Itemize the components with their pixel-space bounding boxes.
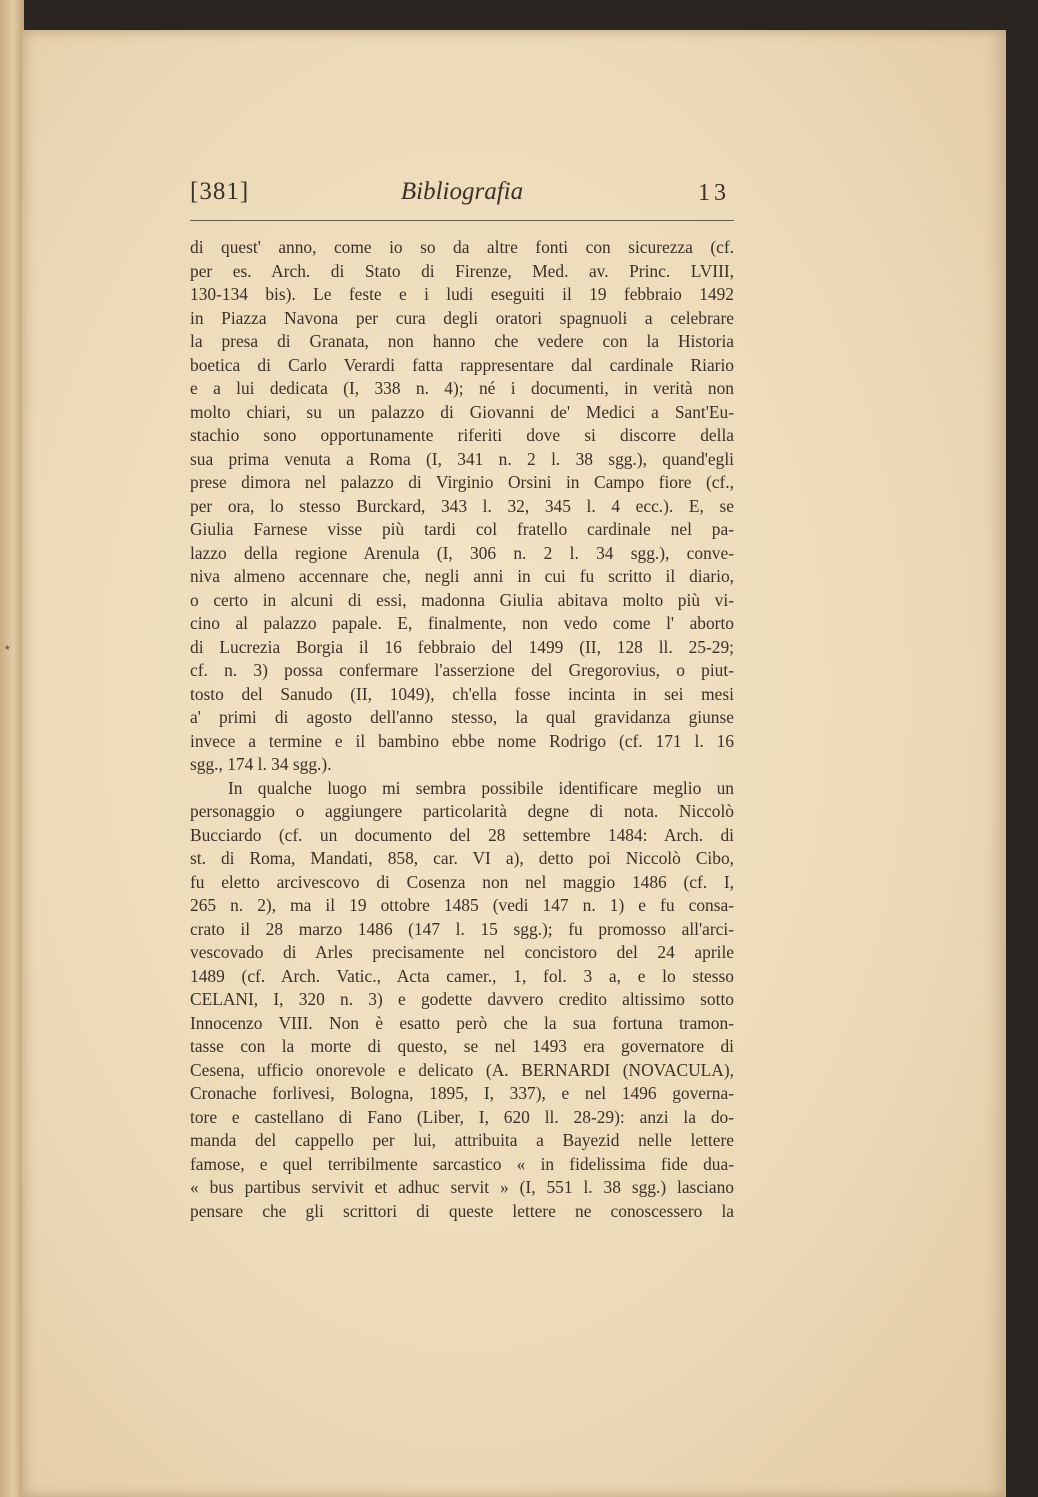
text-line: manda del cappello per lui, attribuita a Bayezid nelle lettere (190, 1130, 734, 1150)
text-line: a' primi di agosto dell'anno stesso, la qual gravidanza giunse (190, 707, 734, 727)
text-line: lazzo della regione Arenula (I, 306 n. 2 l. 34 sgg.), conve- (190, 542, 734, 563)
text-line: in Piazza Navona per cura degli oratori spagnuoli a celebrare (190, 307, 734, 328)
text-line: cino al palazzo papale. E, finalmente, non vedo come l' aborto (190, 613, 734, 633)
text-line: per es. Arch. di Stato di Firenze, Med. av. Princ. LVIII, (190, 260, 734, 281)
text-line: sgg., 174 l. 34 sgg.). (190, 754, 332, 774)
text-line: Bucciardo (cf. un documento del 28 settembre 1484: Arch. di (190, 824, 734, 845)
text-line: In qualche luogo mi sembra possibile identificare meglio un (228, 777, 734, 798)
section-title: Bibliografia (400, 178, 524, 205)
page-reference: [381] (190, 178, 250, 205)
text-line: 265 n. 2), ma il 19 ottobre 1485 (vedi 147 n. 1) e fu consa- (190, 895, 734, 915)
text-line: tasse con la morte di questo, se nel 1493 era governatore di (190, 1036, 734, 1056)
text-line: di quest' anno, come io so da altre fonti con sicurezza (cf. (190, 237, 734, 257)
page-number: 13 (698, 180, 730, 206)
text-line: per ora, lo stesso Burckard, 343 l. 32, 345 l. 4 ecc.). E, se (190, 495, 734, 516)
text-line: stachio sono opportunamente riferiti dove si discorre della (190, 425, 734, 445)
text-line: la presa di Granata, non hanno che vedere con la Historia (190, 331, 734, 351)
text-line: pensare che gli scrittori di queste lettere ne conoscessero la (190, 1200, 734, 1221)
text-line: vescovado di Arles precisamente nel concistoro del 24 aprile (190, 942, 734, 962)
text-line: tore e castellano di Fano (Liber, I, 620 ll. 28-29): anzi la do- (190, 1106, 734, 1127)
text-line: cf. n. 3) possa confermare l'asserzione del Gregorovius, o piut- (190, 660, 734, 680)
text-line: o certo in alcuni di essi, madonna Giulia abitava molto più vi- (190, 589, 734, 610)
margin-mark: ⋆ (3, 640, 12, 656)
text-line: niva almeno accennare che, negli anni in cui fu scritto il diario, (190, 566, 734, 586)
text-line: famose, e quel terribilmente sarcastico « in fidelissima fide dua- (190, 1153, 734, 1174)
text-line: Cronache forlivesi, Bologna, 1895, I, 337), e nel 1496 governa- (190, 1083, 734, 1103)
text-line: CELANI, I, 320 n. 3) e godette davvero credito altissimo sotto (190, 989, 734, 1009)
text-line: tosto del Sanudo (II, 1049), ch'ella fosse incinta in sei mesi (190, 683, 734, 704)
text-line: Cesena, ufficio onorevole e delicato (A. BERNARDI (NOVACULA), (190, 1059, 734, 1080)
text-line: Giulia Farnese visse più tardi col fratello cardinale nel pa- (190, 519, 734, 539)
text-line: Innocenzo VIII. Non è esatto però che la sua fortuna tramon- (190, 1012, 734, 1033)
text-line: 1489 (cf. Arch. Vatic., Acta camer., 1, fol. 3 a, e lo stesso (190, 965, 734, 986)
text-line: invece a termine e il bambino ebbe nome Rodrigo (cf. 171 l. 16 (190, 730, 734, 751)
text-line: e a lui dedicata (I, 338 n. 4); né i documenti, in verità non (190, 378, 734, 398)
text-line: molto chiari, su un palazzo di Giovanni de' Medici a Sant'Eu- (190, 401, 734, 422)
running-header (190, 172, 734, 221)
text-line: crato il 28 marzo 1486 (147 l. 15 sgg.); fu promosso all'arci- (190, 918, 734, 939)
text-line: boetica di Carlo Verardi fatta rappresentare dal cardinale Riario (190, 354, 734, 375)
text-line: sua prima venuta a Roma (I, 341 n. 2 l. 38 sgg.), quand'egli (190, 448, 734, 469)
text-line: st. di Roma, Mandati, 858, car. VI a), detto poi Niccolò Cibo, (190, 848, 734, 868)
text-line: « bus partibus servivit et adhuc servit » (I, 551 l. 38 sgg.) lasciano (190, 1177, 734, 1197)
previous-page-edge (0, 0, 24, 1497)
text-line: prese dimora nel palazzo di Virginio Orsini in Campo fiore (cf., (190, 472, 734, 492)
text-line: 130-134 bis). Le feste e i ludi eseguiti il 19 febbraio 1492 (190, 284, 734, 304)
body-text (190, 236, 734, 1223)
text-line: di Lucrezia Borgia il 16 febbraio del 1499 (II, 128 ll. 25-29; (190, 636, 734, 657)
text-line: personaggio o aggiungere particolarità degne di nota. Niccolò (190, 801, 734, 821)
text-line: fu eletto arcivescovo di Cosenza non nel maggio 1486 (cf. I, (190, 871, 734, 892)
